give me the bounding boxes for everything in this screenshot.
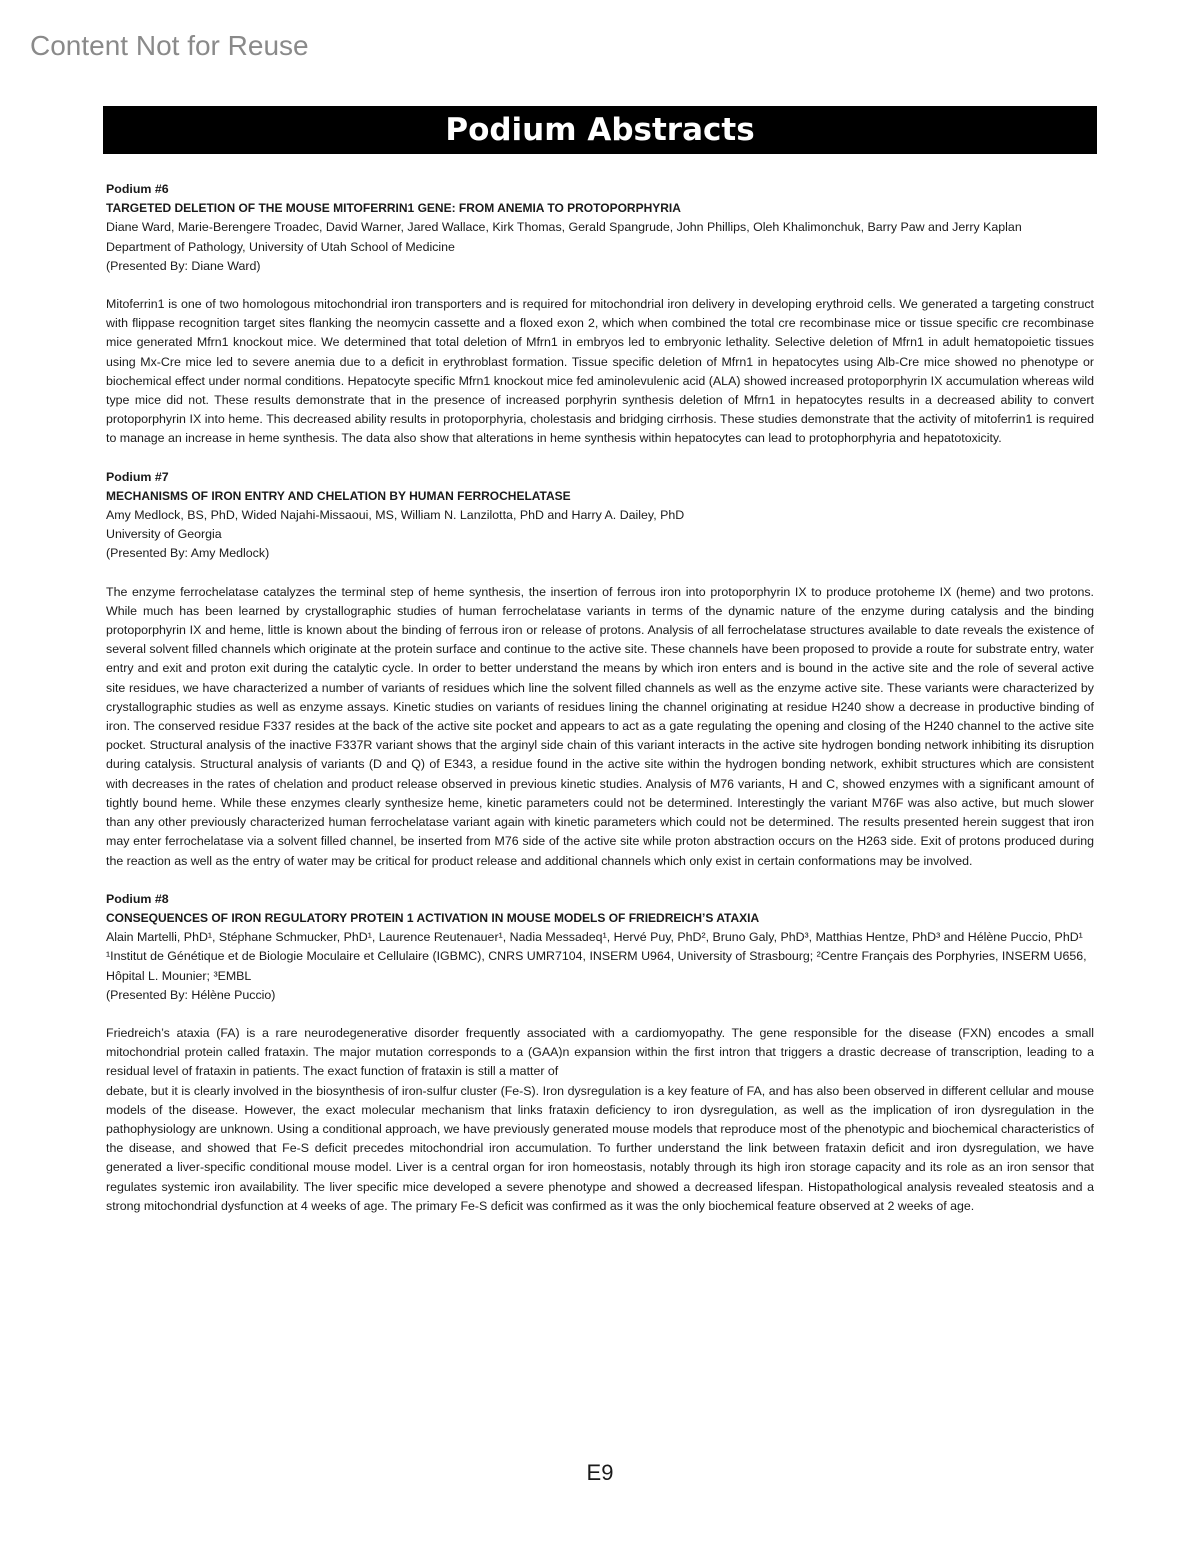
abstract-presenter: (Presented By: Hélène Puccio) [106, 987, 276, 1002]
abstract-podium-7 [106, 468, 1094, 871]
abstract-affiliation: University of Georgia [106, 527, 222, 542]
abstract-affiliation: Department of Pathology, University of Utah School of Medicine [106, 239, 455, 254]
abstract-title: TARGETED DELETION OF THE MOUSE MITOFERRIN1 GENE: FROM ANEMIA TO PROTOPORPHYRIA [106, 201, 681, 216]
abstract-title: MECHANISMS OF IRON ENTRY AND CHELATION BY HUMAN FERROCHELATASE [106, 488, 571, 503]
abstract-presenter: (Presented By: Amy Medlock) [106, 546, 270, 561]
abstract-authors: Diane Ward, Marie-Berengere Troadec, David Warner, Jared Wallace, Kirk Thomas, Gerald Spangrude, John Phillips, Oleh Khalimonchuk, Barry Paw and Jerry Kaplan [106, 220, 1022, 235]
abstract-affiliation: Hôpital L. Mounier; ³EMBL [106, 968, 252, 983]
abstracts-container [106, 180, 1094, 1235]
section-banner: Podium Abstracts [103, 106, 1097, 154]
page-number: E9 [586, 1460, 614, 1485]
abstract-affiliation: ¹Institut de Génétique et de Biologie Moculaire et Cellulaire (IGBMC), CNRS UMR7104, INSERM U964, University of Strasbourg; ²Centre Français des Porphyries, INSERM U656, [106, 949, 1087, 964]
abstract-podium-6 [106, 180, 1094, 449]
abstract-presenter: (Presented By: Diane Ward) [106, 258, 261, 273]
abstract-podium-8 [106, 890, 1094, 1216]
abstract-body: The enzyme ferrochelatase catalyzes the terminal step of heme synthesis, the insertion of ferrous iron into protoporphyrin IX to produce protoheme IX (heme) and two protons. While much has been learned by crystallographic studies of human ferrochelatase variants in terms of the dynamic nature of the enzyme during catalysis and the binding protoporphyrin IX and heme, little is known about the binding of ferrous iron or release of protons. Analysis of all ferrochelatase structures available to date reveals the existence of several solvent filled channels which originate at the protein surface and continue to the active site. These channels have been proposed to provide a route for substrate entry, water entry and exit and proton exit during the catalytic cycle. In order to better understand the means by which iron enters and is bound in the active site and the role of several active site residues, we have characterized a number of variants of residues which line the solvent filled channels as well as the enzyme active site. These variants were characterized by crystallographic studies as well as enzyme assays. Kinetic studies on variants of residues lining the channel originating at residue H240 show a decrease in productive binding of iron. The conserved residue F337 resides at the back of the active site pocket and appears to act as a gate regulating the opening and closing of the H240 channel to the active site pocket. Structural analysis of the inactive F337R variant shows that the arginyl side chain of this variant interacts in the active site hydrogen bonding network inhibiting its disruption during catalysis. Structural analysis of variants (D and Q) of E343, a residue found in the active site within the hydrogen bonding network, exhibit structures which are consistent with decreases in the rates of chelation and product release observed in previous kinetic studies. Analysis of M76 variants, H and C, showed enzymes with a significant amount of tightly bound heme. While these enzymes clearly synthesize heme, kinetic parameters could not be determined. Interestingly the variant M76F was also active, but much slower than any other previously characterized human ferrochelatase variant again with kinetic parameters which could not be determined. The results presented herein suggest that iron may enter ferrochelatase via a solvent filled channel, be inserted from M76 side of the active site while proton abstraction occurs on the H263 side. Exit of protons produced during the reaction as well as the entry of water may be critical for product release and additional channels which only exist in certain conformations may be involved. [106, 584, 1094, 868]
abstract-body [106, 1024, 1094, 1216]
abstract-number: Podium #6 [106, 182, 169, 196]
abstract-number: Podium #7 [106, 469, 169, 484]
watermark: Content Not for Reuse [30, 30, 309, 61]
abstract-authors: Alain Martelli, PhD¹, Stéphane Schmucker, PhD¹, Laurence Reutenauer¹, Nadia Messadeq¹, Hervé Puy, PhD², Bruno Galy, PhD³, Matthias Hentze, PhD³ and Hélène Puccio, PhD¹ [106, 930, 1083, 945]
abstract-paragraph: debate, but it is clearly involved in the biosynthesis of iron-sulfur cluster (Fe-S). Iron dysregulation is a key feature of FA, and has also been observed in different cellular and mouse models of the disease. However, the exact molecular mechanism that links frataxin deficiency to iron dysregulation, as well as the implication of iron dysregulation in the pathophysiology are unknown. Using a conditional approach, we have previously generated mouse models that reproduce most of the phenotypic and biochemical characteristics of the disease, and showed that Fe-S deficit precedes mitochondrial iron accumulation. To further understand the link between frataxin deficit and iron dysregulation, we have generated a liver-specific conditional mouse model. Liver is a central organ for iron homeostasis, notably through its high iron storage capacity and its role as an iron sensor that regulates systemic iron availability. The liver specific mice developed a severe phenotype and showed a decreased lifespan. Histopathological analysis revealed steatosis and a strong mitochondrial dysfunction at 4 weeks of age. The primary Fe-S deficit was confirmed as it was the only biochemical feature observed at 2 weeks of age. [106, 1083, 1094, 1213]
abstract-title: CONSEQUENCES OF IRON REGULATORY PROTEIN 1 ACTIVATION IN MOUSE MODELS OF FRIEDREICH’S ATAXIA [106, 910, 760, 925]
abstract-body: Mitoferrin1 is one of two homologous mitochondrial iron transporters and is required for mitochondrial iron delivery in developing erythroid cells. We generated a targeting construct with flippase recognition target sites flanking the neomycin cassette and a floxed exon 2, which when combined the total cre recombinase mice or tissue specific cre recombinase mice generated Mfrn1 knockout mice. We determined that total deletion of Mfrn1 in embryos led to embryonic lethality. Selective deletion of Mfrn1 in adult hematopoietic tissues using Mx-Cre mice led to severe anemia due to a deficit in erythroblast formation. Tissue specific deletion of Mfrn1 in hepatocytes using Alb-Cre mice showed no phenotype or biochemical effect under normal conditions. Hepatocyte specific Mfrn1 knockout mice fed aminolevulenic acid (ALA) showed increased protoporphyrin IX accumulation whereas wild type mice did not. These results demonstrate that in the presence of increased porphyrin synthesis deletion of Mfrn1 in hepatocytes results in a decreased ability to convert protoporphyrin IX into heme. This decreased ability results in protoporphyria, cholestasis and bridging cirrhosis. These studies demonstrate that the activity of mitoferrin1 is required to manage an increase in heme synthesis. The data also show that alterations in heme synthesis within hepatocytes can lead to protophorphyria and hepatotoxicity. [106, 297, 1094, 446]
abstract-number: Podium #8 [106, 891, 169, 906]
abstract-authors: Amy Medlock, BS, PhD, Wided Najahi-Missaoui, MS, William N. Lanzilotta, PhD and Harry A. Dailey, PhD [106, 508, 685, 523]
abstract-paragraph: Friedreich’s ataxia (FA) is a rare neurodegenerative disorder frequently associated with a cardiomyopathy. The gene responsible for the disease (FXN) encodes a small mitochondrial protein called frataxin. The major mutation corresponds to a (GAA)n expansion within the first intron that triggers a drastic decrease of transcription, leading to a residual level of frataxin in patients. The exact function of frataxin is still a matter of [106, 1025, 1094, 1079]
